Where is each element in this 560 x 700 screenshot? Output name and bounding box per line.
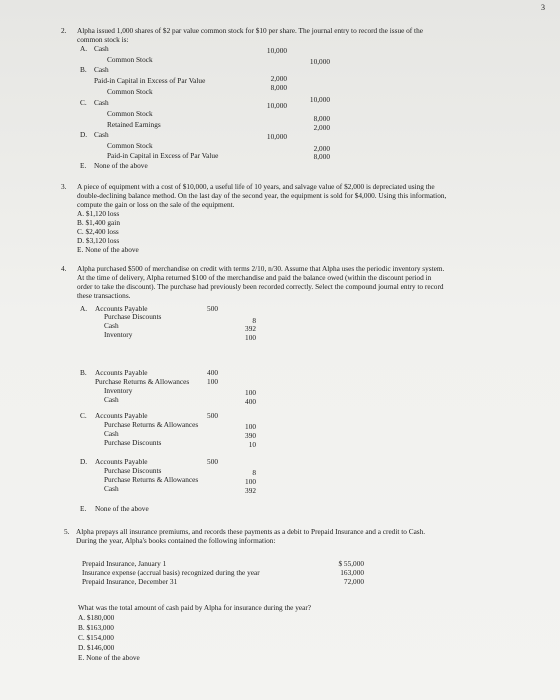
journal-account: Cash bbox=[94, 65, 109, 74]
option-label: A. bbox=[80, 304, 88, 313]
journal-account: Common Stock bbox=[107, 109, 153, 118]
journal-account: Common Stock bbox=[107, 55, 153, 64]
page-number: 3 bbox=[541, 3, 545, 12]
journal-account: Purchase Discounts bbox=[104, 438, 162, 447]
journal-credit: 100 bbox=[245, 422, 256, 431]
journal-debit: 500 bbox=[207, 457, 218, 466]
journal-credit: 8,000 bbox=[313, 152, 330, 161]
journal-account: Purchase Returns & Allowances bbox=[95, 377, 190, 386]
question-number: 4. bbox=[61, 264, 67, 273]
option-text: None of the above bbox=[95, 504, 149, 513]
journal-credit: 10,000 bbox=[309, 95, 330, 104]
journal-credit: 8 bbox=[252, 316, 256, 325]
journal-credit: 392 bbox=[245, 486, 256, 495]
journal-account: Accounts Payable bbox=[95, 304, 148, 313]
journal-account: Purchase Returns & Allowances bbox=[104, 420, 199, 429]
option-label: C. bbox=[80, 411, 87, 420]
journal-credit: 100 bbox=[245, 477, 256, 486]
answer-option: A. $1,120 loss bbox=[77, 209, 120, 218]
question-number: 2. bbox=[61, 26, 67, 35]
question-prompt: What was the total amount of cash paid by Alpha for insurance during the year? bbox=[78, 603, 312, 612]
journal-credit: 100 bbox=[245, 388, 256, 397]
option-label: E. bbox=[80, 504, 87, 513]
journal-credit: 2,000 bbox=[313, 123, 330, 132]
journal-credit: 10 bbox=[248, 440, 256, 449]
question-stem-line: these transactions. bbox=[77, 291, 131, 300]
answer-option: A. $180,000 bbox=[78, 613, 115, 622]
journal-account: Accounts Payable bbox=[95, 368, 148, 377]
option-label: D. bbox=[80, 457, 88, 466]
answer-option: E. None of the above bbox=[77, 245, 139, 254]
journal-credit: 390 bbox=[245, 431, 256, 440]
journal-debit: 400 bbox=[207, 368, 218, 377]
journal-account: Purchase Discounts bbox=[104, 466, 162, 475]
answer-option: B. $163,000 bbox=[78, 623, 114, 632]
info-row-label: Prepaid Insurance, December 31 bbox=[82, 577, 178, 586]
question-stem-line: common stock is: bbox=[77, 35, 129, 44]
journal-credit: 8,000 bbox=[313, 114, 330, 123]
journal-account: Retained Earnings bbox=[107, 120, 161, 129]
journal-account: Cash bbox=[104, 429, 119, 438]
answer-option: C. $154,000 bbox=[78, 633, 114, 642]
option-text: None of the above bbox=[94, 161, 148, 170]
option-label: C. bbox=[80, 98, 87, 107]
journal-account: Common Stock bbox=[107, 87, 153, 96]
option-label: A. bbox=[80, 44, 88, 53]
journal-account: Cash bbox=[94, 130, 109, 139]
option-label: B. bbox=[80, 65, 87, 74]
journal-account: Paid-in Capital in Excess of Par Value bbox=[107, 151, 219, 160]
question-stem-line: At the time of delivery, Alpha returned $100 of the merchandise and paid the balance owed (within the discount period in bbox=[77, 273, 432, 282]
option-label: D. bbox=[80, 130, 88, 139]
journal-account: Cash bbox=[94, 98, 109, 107]
journal-debit: 10,000 bbox=[266, 101, 287, 110]
question-stem-line: Alpha purchased $500 of merchandise on credit with terms 2/10, n/30. Assume that Alpha uses the periodic inventory system. bbox=[77, 264, 445, 273]
journal-account: Accounts Payable bbox=[95, 457, 148, 466]
info-row-value: $ 55,000 bbox=[338, 559, 364, 568]
option-label: E. bbox=[80, 161, 87, 170]
question-stem-line: Alpha issued 1,000 shares of $2 par value common stock for $10 per share. The journal entry to record the issue of the bbox=[77, 26, 423, 35]
journal-debit: 10,000 bbox=[266, 132, 287, 141]
journal-account: Cash bbox=[104, 321, 119, 330]
journal-account: Paid-in Capital in Excess of Par Value bbox=[94, 76, 206, 85]
journal-account: Purchase Returns & Allowances bbox=[104, 475, 199, 484]
question-number: 5. bbox=[64, 527, 70, 536]
journal-account: Inventory bbox=[104, 330, 133, 339]
question-stem-line: compute the gain or loss on the sale of the equipment. bbox=[77, 200, 235, 209]
info-row-value: 163,000 bbox=[340, 568, 364, 577]
journal-debit: 500 bbox=[207, 411, 218, 420]
option-label: B. bbox=[80, 368, 87, 377]
journal-credit: 100 bbox=[245, 333, 256, 342]
question-stem-line: order to take the discount). The purchase had previously been recorded correctly. Select the compound journal entry to record bbox=[77, 282, 444, 291]
answer-option: D. $146,000 bbox=[78, 643, 115, 652]
journal-debit: 10,000 bbox=[266, 46, 287, 55]
journal-credit: 8 bbox=[252, 468, 256, 477]
question-stem-line: Alpha prepays all insurance premiums, and records these payments as a debit to Prepaid Insurance and a credit to Cash. bbox=[76, 527, 426, 536]
journal-credit: 400 bbox=[245, 397, 256, 406]
journal-account: Inventory bbox=[104, 386, 133, 395]
answer-option: E. None of the above bbox=[78, 653, 140, 662]
question-number: 3. bbox=[61, 182, 67, 191]
journal-credit: 10,000 bbox=[309, 57, 330, 66]
journal-account: Purchase Discounts bbox=[104, 312, 162, 321]
question-stem-line: A piece of equipment with a cost of $10,000, a useful life of 10 years, and salvage value of $2,000 is depreciated using the bbox=[77, 182, 435, 191]
journal-account: Cash bbox=[104, 395, 119, 404]
answer-option: D. $3,120 loss bbox=[77, 236, 120, 245]
journal-debit: 2,000 bbox=[270, 74, 287, 83]
answer-option: C. $2,400 loss bbox=[77, 227, 119, 236]
question-stem-line: double-declining balance method. On the last day of the second year, the equipment is sold for $4,000. Using this information, bbox=[77, 191, 447, 200]
journal-account: Common Stock bbox=[107, 141, 153, 150]
info-row-value: 72,000 bbox=[343, 577, 364, 586]
journal-credit: 392 bbox=[245, 324, 256, 333]
journal-debit: 8,000 bbox=[270, 83, 287, 92]
info-row-label: Insurance expense (accrual basis) recognized during the year bbox=[82, 568, 260, 577]
journal-account: Cash bbox=[104, 484, 119, 493]
journal-account: Accounts Payable bbox=[95, 411, 148, 420]
answer-option: B. $1,400 gain bbox=[77, 218, 120, 227]
journal-account: Cash bbox=[94, 44, 109, 53]
question-stem-line: During the year, Alpha's books contained the following information: bbox=[76, 536, 276, 545]
journal-debit: 500 bbox=[207, 304, 218, 313]
journal-credit: 2,000 bbox=[313, 144, 330, 153]
info-row-label: Prepaid Insurance, January 1 bbox=[82, 559, 167, 568]
journal-debit: 100 bbox=[207, 377, 218, 386]
